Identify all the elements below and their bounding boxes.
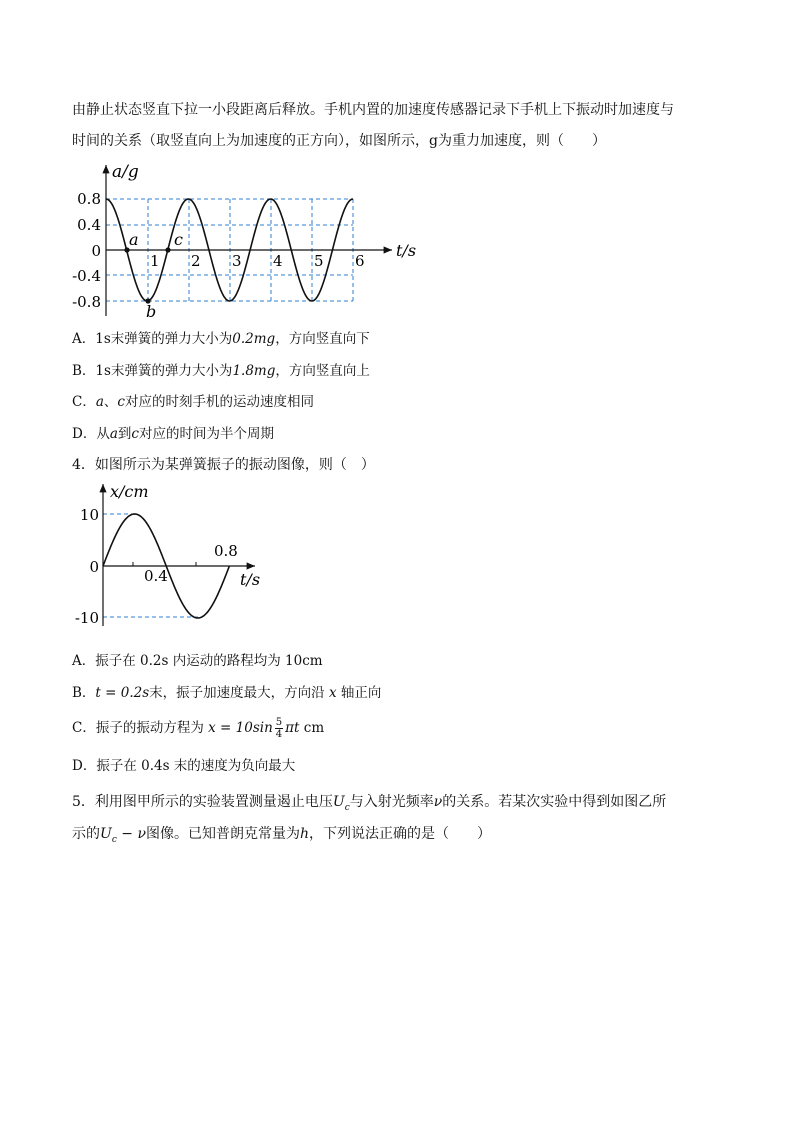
q5-stem-line2 [72,824,491,850]
q4-option-a[interactable]: A．振子在 0.2s 内运动的路程均为 10cm [72,653,323,669]
q3-ytick: -0.8 [72,293,101,311]
q3-xtick: 3 [232,252,242,270]
q4-option-d[interactable]: D．振子在 0.4s 末的速度为负向最大 [72,758,296,774]
q3-option-d-var2: c [131,426,139,442]
q4-option-b-prefix: B． [72,685,96,701]
q3-option-d-suffix: 对应的时间为半个周期 [138,426,274,442]
q5-line2-b: 图像。已知普朗克常量为 [146,826,301,842]
q4-option-c-fraction [275,717,283,740]
q4-option-c-rhs: πt [285,720,300,736]
q3-option-c-mid: 、 [103,394,118,410]
q4-option-c[interactable] [72,710,324,746]
q4-stem: 4．如图所示为某弹簧振子的振动图像，则（ ） [72,457,375,473]
q4-option-b[interactable] [72,683,381,703]
q3-option-a-suffix: ，方向竖直向下 [275,331,370,347]
q3-option-b-suffix: ，方向竖直向上 [275,363,370,379]
q5-line2-a: 示的 [72,826,100,842]
q4-option-c-num: 5 [275,717,283,728]
q3-stem-line2: 时间的关系（取竖直向上为加速度的正方向），如图所示，g为重力加速度，则（ ） [72,133,606,149]
q3-y-axis-label: a/g [112,162,139,182]
q5-uc-main: U [332,794,345,810]
q5-expr-u: U [100,826,112,842]
q4-option-c-den: 4 [275,729,283,740]
q4-xtick: 0.4 [144,567,168,585]
q3-xtick: 4 [273,252,283,270]
q4-displacement-chart [72,478,272,630]
q3-option-b[interactable] [72,361,370,381]
q4-option-b-var: x [328,685,337,701]
q4-option-c-prefix: C．振子的振动方程为 [72,720,204,736]
q3-xtick: 2 [191,252,201,270]
q3-option-a-expr: 0.2mg [232,331,276,347]
q4-option-c-unit: cm [303,720,325,736]
q4-option-b-suffix: 轴正向 [340,685,382,701]
q3-ytick: -0.4 [72,267,101,285]
q5-uc [332,794,350,813]
q3-option-a-prefix: A．1s末弹簧的弹力大小为 [72,331,233,347]
q3-x-axis-label: t/s [396,241,417,260]
q3-option-c-var2: c [117,394,125,410]
q3-option-b-prefix: B．1s末弹簧的弹力大小为 [72,363,233,379]
q5-stem-line1 [72,792,666,818]
q3-option-c-var1: a [95,394,104,410]
q4-option-b-expr: t = 0.2s [95,685,150,701]
q5-nu: ν [433,794,443,810]
q5-uc-sub: c [344,802,350,813]
q3-point-label-a: a [129,230,139,249]
q3-xtick: 1 [150,252,160,270]
q3-point-label-b: b [146,302,157,321]
q5-h: h [300,826,310,842]
q3-option-c-prefix: C． [72,394,96,410]
q3-xtick: 6 [355,252,365,270]
q4-ytick: 10 [79,506,99,524]
q3-point-c [165,247,170,252]
q3-option-d-var1: a [109,426,118,442]
q5-line1-b: 与入射光频率 [349,794,434,810]
q3-option-c[interactable] [72,392,314,412]
q3-option-c-suffix: 对应的时刻手机的运动速度相同 [124,394,314,410]
q3-option-b-expr: 1.8mg [232,363,276,379]
q5-expr-nu: − ν [116,826,147,842]
q4-ytick: 0 [89,558,99,576]
q5-uc-nu-expr [100,826,147,845]
q4-option-b-mid: 末，振子加速度最大，方向沿 [149,685,325,701]
q5-line1-a: 5．利用图甲所示的实验装置测量遏止电压 [72,794,333,810]
q5-expr-sub: c [111,834,117,845]
q3-acceleration-chart [72,160,432,322]
q3-ytick: 0 [91,242,101,260]
q3-option-d-prefix: D．从 [72,426,110,442]
q3-ytick: 0.4 [77,216,101,234]
q3-xtick: 5 [314,252,324,270]
q3-option-a[interactable] [72,329,370,349]
q5-line1-c: 的关系。若某次实验中得到如图乙所 [442,794,667,810]
q5-line2-c: ，下列说法正确的是（ ） [309,826,492,842]
q3-stem-line1: 由静止状态竖直下拉一小段距离后释放。手机内置的加速度传感器记录下手机上下振动时加速度与 [72,102,674,118]
q4-y-axis-label: x/cm [110,482,149,501]
q3-point-label-c: c [174,230,183,249]
q4-xtick: 0.8 [214,542,238,560]
q3-option-d-mid: 到 [117,426,132,442]
q4-x-axis-label: t/s [240,570,261,589]
q3-option-d[interactable] [72,424,274,444]
q4-option-c-lhs: x = 10sin [208,720,273,736]
q3-ytick: 0.8 [77,190,101,208]
q4-ytick: -10 [74,609,99,627]
